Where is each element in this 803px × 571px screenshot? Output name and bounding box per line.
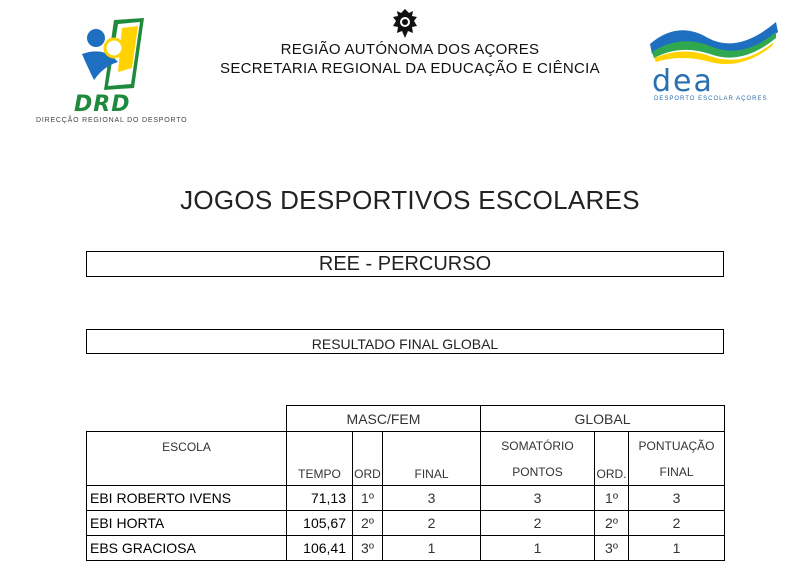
- cell-pontuacao: 2: [629, 511, 725, 536]
- drd-brand-text: DRD: [74, 92, 131, 117]
- cell-final: 2: [383, 511, 481, 536]
- cell-escola: EBS GRACIOSA: [87, 536, 287, 561]
- col-ord: ORD: [353, 432, 383, 486]
- table-row: [87, 486, 725, 511]
- cell-escola: EBI ROBERTO IVENS: [87, 486, 287, 511]
- table-row: [87, 536, 725, 561]
- cell-ord: 1º: [353, 486, 383, 511]
- table-row: [87, 511, 725, 536]
- group-global: GLOBAL: [481, 406, 725, 432]
- cell-ord: 2º: [353, 511, 383, 536]
- cell-escola: EBI HORTA: [87, 511, 287, 536]
- col-somatorio-top: SOMATÓRIO: [501, 438, 574, 453]
- col-tempo: TEMPO: [287, 432, 353, 486]
- group-masc-fem: MASC/FEM: [287, 406, 481, 432]
- group-header-row: [87, 406, 725, 432]
- cell-somatorio: 3: [481, 486, 595, 511]
- dea-caption: DESPORTO ESCOLAR AÇORES: [654, 96, 768, 102]
- col-pontuacao: [629, 432, 725, 486]
- dea-brand-text: dea: [652, 64, 714, 99]
- cell-pontuacao: 3: [629, 486, 725, 511]
- cell-tempo: 71,13: [287, 486, 353, 511]
- drd-logo: [36, 18, 188, 128]
- cell-pontuacao: 1: [629, 536, 725, 561]
- cell-final: 3: [383, 486, 481, 511]
- col-pontuacao-top: PONTUAÇÃO: [638, 438, 715, 453]
- region-line: REGIÃO AUTÓNOMA DOS AÇORES: [280, 41, 540, 58]
- col-pontuacao-bottom: FINAL: [659, 464, 694, 479]
- cell-ord-global: 1º: [595, 486, 629, 511]
- cell-ord: 3º: [353, 536, 383, 561]
- column-header-row: [87, 432, 725, 486]
- dea-logo: [648, 16, 788, 106]
- results-table: [86, 405, 725, 561]
- cell-final: 1: [383, 536, 481, 561]
- col-ord-global: ORD.: [595, 432, 629, 486]
- cell-tempo: 105,67: [287, 511, 353, 536]
- drd-caption: DIRECÇÃO REGIONAL DO DESPORTO: [36, 117, 188, 124]
- sport-label: REE - PERCURSO: [86, 251, 724, 277]
- page-title: JOGOS DESPORTIVOS ESCOLARES: [180, 185, 640, 215]
- drd-emblem-icon: [74, 18, 156, 90]
- col-final: FINAL: [383, 432, 481, 486]
- col-escola: ESCOLA: [87, 432, 287, 486]
- dea-wave-icon: [648, 16, 780, 68]
- cell-ord-global: 2º: [595, 511, 629, 536]
- cell-somatorio: 2: [481, 511, 595, 536]
- result-label: RESULTADO FINAL GLOBAL: [86, 329, 724, 354]
- secretariat-line: SECRETARIA REGIONAL DA EDUCAÇÃO E CIÊNCIA: [220, 60, 600, 77]
- col-somatorio-bottom: PONTOS: [512, 464, 563, 479]
- azores-crest-icon: [390, 8, 420, 40]
- cell-ord-global: 3º: [595, 536, 629, 561]
- cell-somatorio: 1: [481, 536, 595, 561]
- cell-tempo: 106,41: [287, 536, 353, 561]
- institution-header: [150, 40, 670, 78]
- col-somatorio: [481, 432, 595, 486]
